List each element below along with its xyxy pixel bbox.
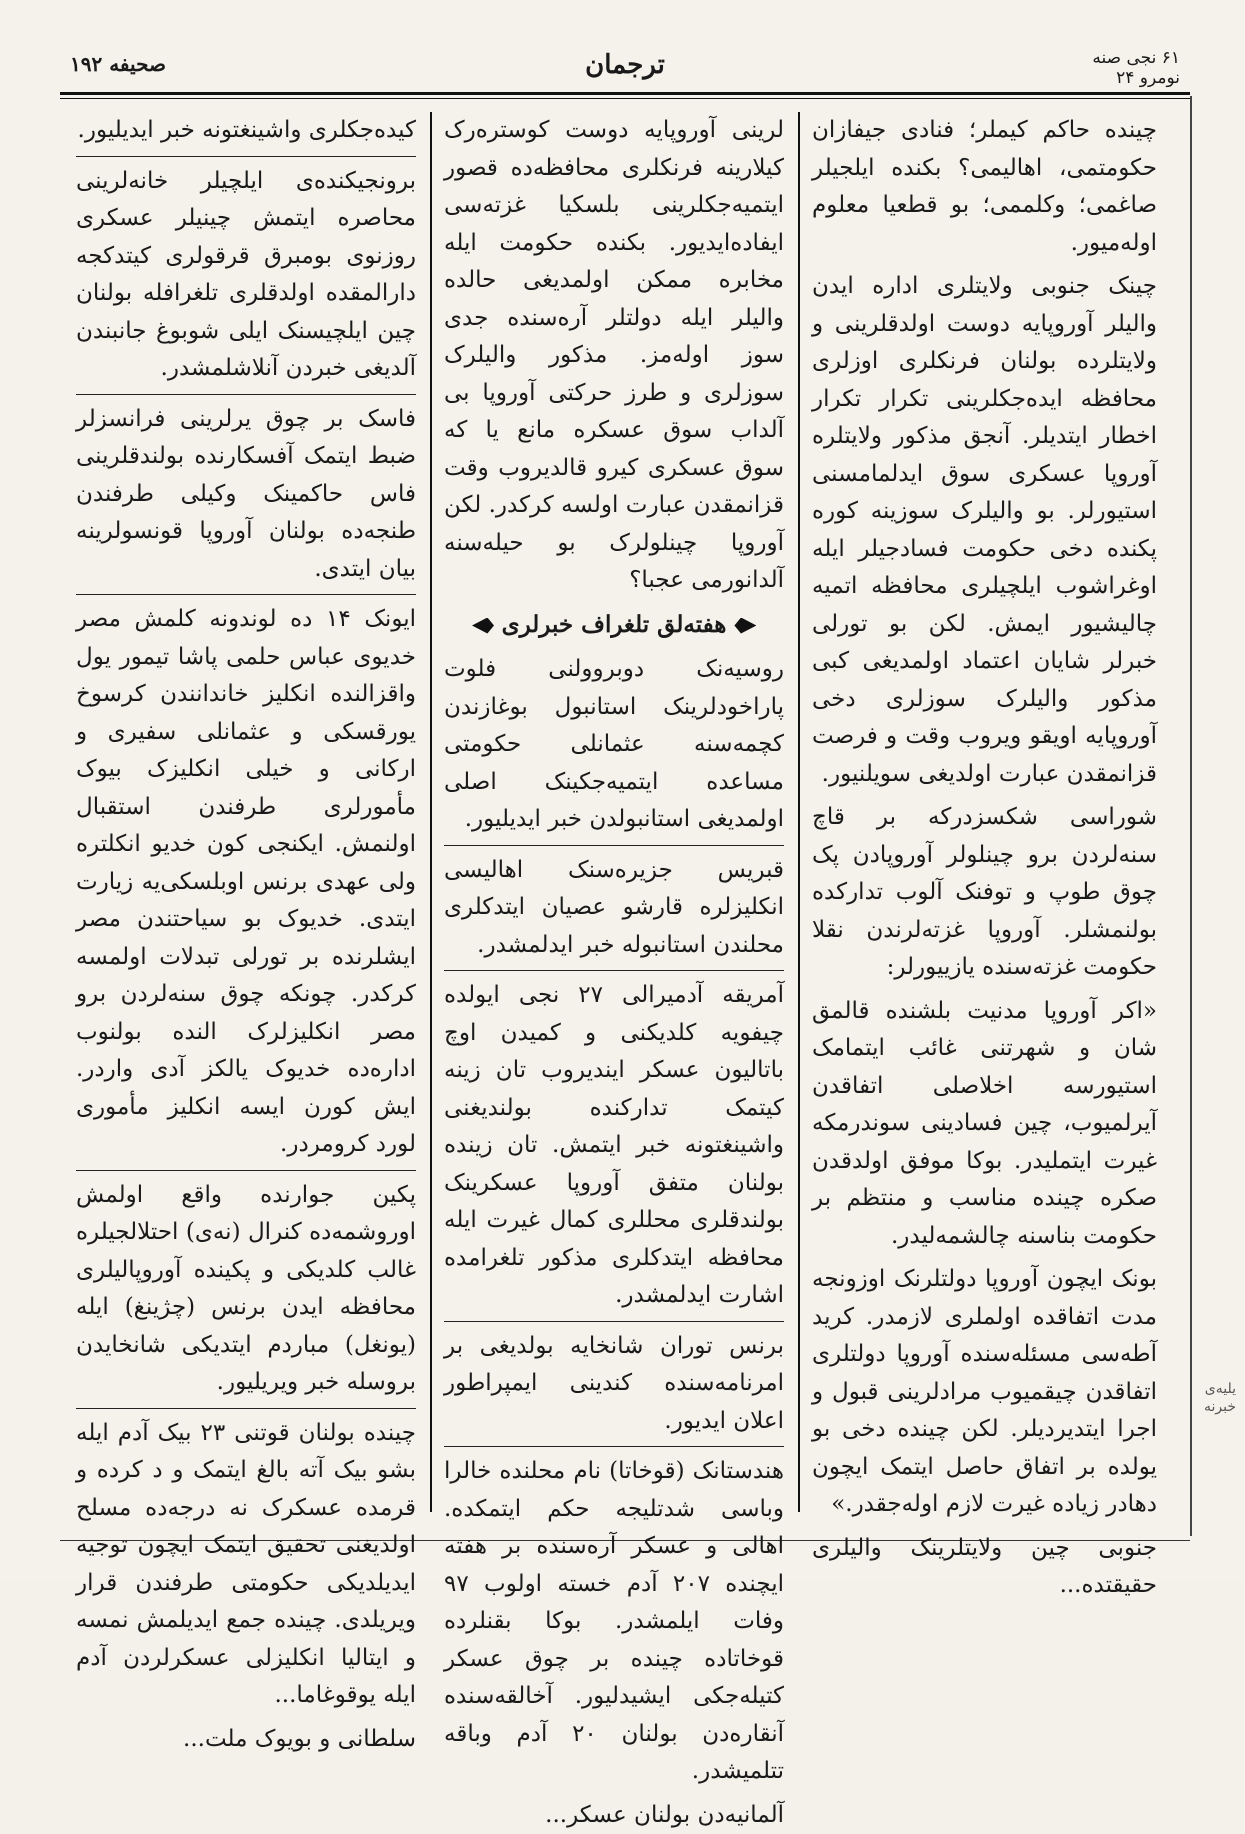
ornament-icon — [734, 618, 756, 634]
item-separator — [76, 1408, 416, 1409]
page-edge-rule — [1190, 96, 1192, 1536]
column-divider — [430, 112, 432, 1512]
news-item: قبریس جزیره‌سنک اهالیسی انکلیزلره قارشو عصیان ایتدکلری محلندن استانبوله خبر ایدلمشدر. — [444, 852, 784, 965]
news-item: برونجیکنده‌ی ایلچیلر خانه‌لرینی محاصره ایتمش چینیلر عسکری روزنوی بومبرق قرقولری کیتدکجه دارالمقده اولدقلری تلغرافله بولنان چین ایلچیسنک ایلی شوبوغ جانبندن آلدیغی خبردن آنلاشلمشدر. — [76, 163, 416, 388]
paragraph: جنوبی چین ولایتلرینک والیلری حقیقتده... — [812, 1530, 1157, 1605]
paragraph: لرینی آوروپایه دوست کوستره‌رک کیلارینه فرنکلری محافظه‌ده قصور ایتمیه‌جکلرینی بلسکیا غزته‌سی ایفاده‌ایدیور. بکنده حکومت ایله مخابره ممکن اولمدیغی حالده والیلر ایله دولتلر آره‌سنده جدی سوز اوله‌مز. مذکور والیلرک سوزلری و طرز حرکتی آوروپا بی آلداب سوق عسکره مانع یا که سوق عسکری کیرو قالدیروب وقت قزانمقدن عبارت اولسه کرکدر. لکن آوروپا چینلولرک بو حیله‌سنه آلدانورمی عجبا؟ — [444, 112, 784, 600]
item-separator — [444, 845, 784, 846]
news-item: ایونک ۱۴ ده لوندونه کلمش مصر خدیوی عباس حلمی پاشا تیمور یول واقزالنده انکلیز خاندانندن کرسوخ یورقسکی و عثمانلی سفیری و ارکانی و خیلی انکلیزک بیوک مأمورلری طرفندن استقبال اولنمش. ایکنجی کون خدیو انکلتره ولی عهدی برنس اوبلسکی‌یه زیارت ایتدی. خدیوک بو سیاحتندن مصر ایشلرنده بر تورلی تبدلات اولمسه کرکدر. چونکه چوق سنه‌لردن برو مصر انکلیزلرک النده بولنوب اداره‌ده خدیوک یالکز آدی واردر. ایش کورن ایسه انکلیز مأموری لورد کرومردر. — [76, 601, 416, 1164]
paragraph: چینده حاکم کیملر؛ فنادی جیفازان حکومتمی، اهالیمی؟ بکنده ایلجیلر صاغمی؛ وکلممی؛ بو قطعیا معلوم اوله‌میور. — [812, 112, 1157, 262]
news-item: برنس توران شانخایه بولدیغی بر امرنامه‌سنده کندینی ایمپراطور اعلان ایدیور. — [444, 1328, 784, 1441]
news-item: کیده‌جکلری واشینغتونه خبر ایدیلیور. — [76, 112, 416, 150]
header-rule — [60, 92, 1190, 95]
item-separator — [444, 970, 784, 971]
page-number: صحیفه ۱۹۲ — [70, 52, 166, 76]
item-separator — [76, 594, 416, 595]
column-divider — [798, 112, 800, 1512]
issue-line-2: نومرو ۲۴ — [1092, 68, 1180, 88]
column-middle — [444, 112, 784, 1542]
header-rule-thin — [60, 98, 1190, 99]
newspaper-title: ترجمان — [585, 50, 665, 80]
issue-number — [1092, 48, 1180, 88]
margin-handwriting: یلیه‌ی خبرنه — [1196, 1380, 1236, 1416]
item-separator — [76, 394, 416, 395]
paragraph: بونک ایچون آوروپا دولتلرنک اوزونجه مدت اتفاقده اولملری لازمدر. کرید آطه‌سی مسئله‌سنده آوروپا دولتلری اتفاقدن چیقمیوب مرادلرینی قبول و اجرا ایتدیردیلر. لکن چینده دخی بو یولده بر اتفاق حاصل ایتمک ایچون دهادر زیاده غیرت لازم اوله‌جقدر.» — [812, 1261, 1157, 1524]
news-item: سلطانی و بویوک ملت... — [76, 1721, 416, 1759]
item-separator — [444, 1446, 784, 1447]
column-right — [812, 112, 1157, 1542]
issue-line-1: ۶۱ نجی صنه — [1092, 48, 1180, 68]
news-item: فاسک بر چوق یرلرینی فرانسزلر ضبط ایتمک آفسکارنده بولندقلرینی فاس حاکمینک وکیلی طرفندن طنجه‌ده بولنان آوروپا قونسولرینه بیان ایتدی. — [76, 401, 416, 589]
news-item: روسیه‌نک دوبروولنی فلوت پاراخودلرینک استانبول بوغازندن کچمه‌سنه عثمانلی حکومتی مساعده ایتمیه‌جکینک اصلی اولمدیغی استانبولدن خبر ایدیلیور. — [444, 651, 784, 839]
news-item: چینده بولنان قوتنی ۲۳ بیک آدم ایله بشو بیک آته بالغ ایتمک و د کرده و قرمده عسکرک نه درجه‌ده مسلح اولدیغنی تحقیق ایتمک ایچون توجیه ایدیلدیکی حکومتی طرفندن قرار ویریلدی. چینده جمع ایدیلمش نمسه و ایتالیا انکلیزلی عسکرلردن آدم ایله یوقوغاما... — [76, 1415, 416, 1715]
paragraph: چینک جنوبی ولایتلری اداره ایدن والیلر آوروپایه دوست اولدقلرینی و ولایتلرده بولنان فرنکلری اوزلری محافظه ایده‌جکلرینی تکرار تکرار اخطار ایتدیلر. آنجق مذکور ولایتلره آوروپا عسکری سوق ایدلمامسنی استیورلر. بو والیلرک سوزینه کوره پکنده دخی حکومت فسادجیلر ایله اوغراشوب ایلچیلری محافظه اتمیه چالیشیور ایمش. لکن بو تورلی خبرلر شایان اعتماد اولمدیغی کبی مذکور والیلرک سوزلری دخی آوروپایه اویقو ویروب وقت و فرصت قزانمقدن عبارت اولدیغی سویلنیور. — [812, 268, 1157, 793]
paragraph: «اکر آوروپا مدنیت بلشنده قالمق شان و شهرتنی غائب ایتمامک استیورسه اخلاصلی اتفاقدن آیرلمیوب، چین فساد‌ینی سوندرمکه غیرت ایتملیدر. بوکا موفق اولدقدن صکره چینده مناسب و منتظم بر حکومت بناسنه چالشمه‌لیدر. — [812, 993, 1157, 1256]
paragraph: شوراسی شکسزدرکه بر قاچ سنه‌لردن برو چینلولر آوروپادن پک چوق طوپ و توفنک آلوب تدارکده بولنمشلر. آوروپا غزته‌لرندن نقلا حکومت غزته‌سنده یازییورلر: — [812, 799, 1157, 987]
section-heading — [444, 606, 784, 644]
news-item: آلمانیه‌دن بولنان عسکر... — [444, 1797, 784, 1834]
item-separator — [444, 1321, 784, 1322]
item-separator — [76, 156, 416, 157]
news-item: آمریقه آدمیرالی ۲۷ نجی ایولده چیفویه کلدیکنی و کمیدن اوچ باتالیون عسکر ایندیروب تان زینه کیتمک تدارکنده بولندیغنی واشینغتونه خبر ایتمش. تان زینده بولنان متفق آوروپا عسکرینک بولندقلری محللری کمال غیرت ایله محافظه ایتدکلری مذکور تلغرامده اشارت ایدلمشدر. — [444, 977, 784, 1315]
news-item: پکین جوارنده واقع اولمش اوروشمه‌ده کنرال (نه‌ی) احتلالجیلره غالب کلدیکی و پکینده آوروپالیلری محافظه ایدن برنس (چژینغ) ایله (یونغل) مباردم ایتدیکی شانخایدن بروسله خبر ویریلیور. — [76, 1177, 416, 1402]
masthead — [70, 48, 1180, 88]
column-left — [76, 112, 416, 1542]
news-item: هندستانک (قوخاتا) نام محلنده خالرا وباسی شدتلیجه حکم ایتمکده. اهالی و عسکر آره‌سنده بر هفته ایچنده ۲۰۷ آدم خسته اولوب ۹۷ وفات ایلمشدر. بوکا بقنلرده قوخاتاده چینده بر چوق عسکر کتیله‌جکی ایشیدلیور. آخالقه‌سنده آنقاره‌دن بولنان ۲۰ آدم وباقه تتلمیشدر. — [444, 1453, 784, 1791]
item-separator — [76, 1170, 416, 1171]
section-heading-text: هفته‌لق تلغراف خبرلری — [502, 611, 727, 638]
ornament-icon — [472, 618, 494, 634]
